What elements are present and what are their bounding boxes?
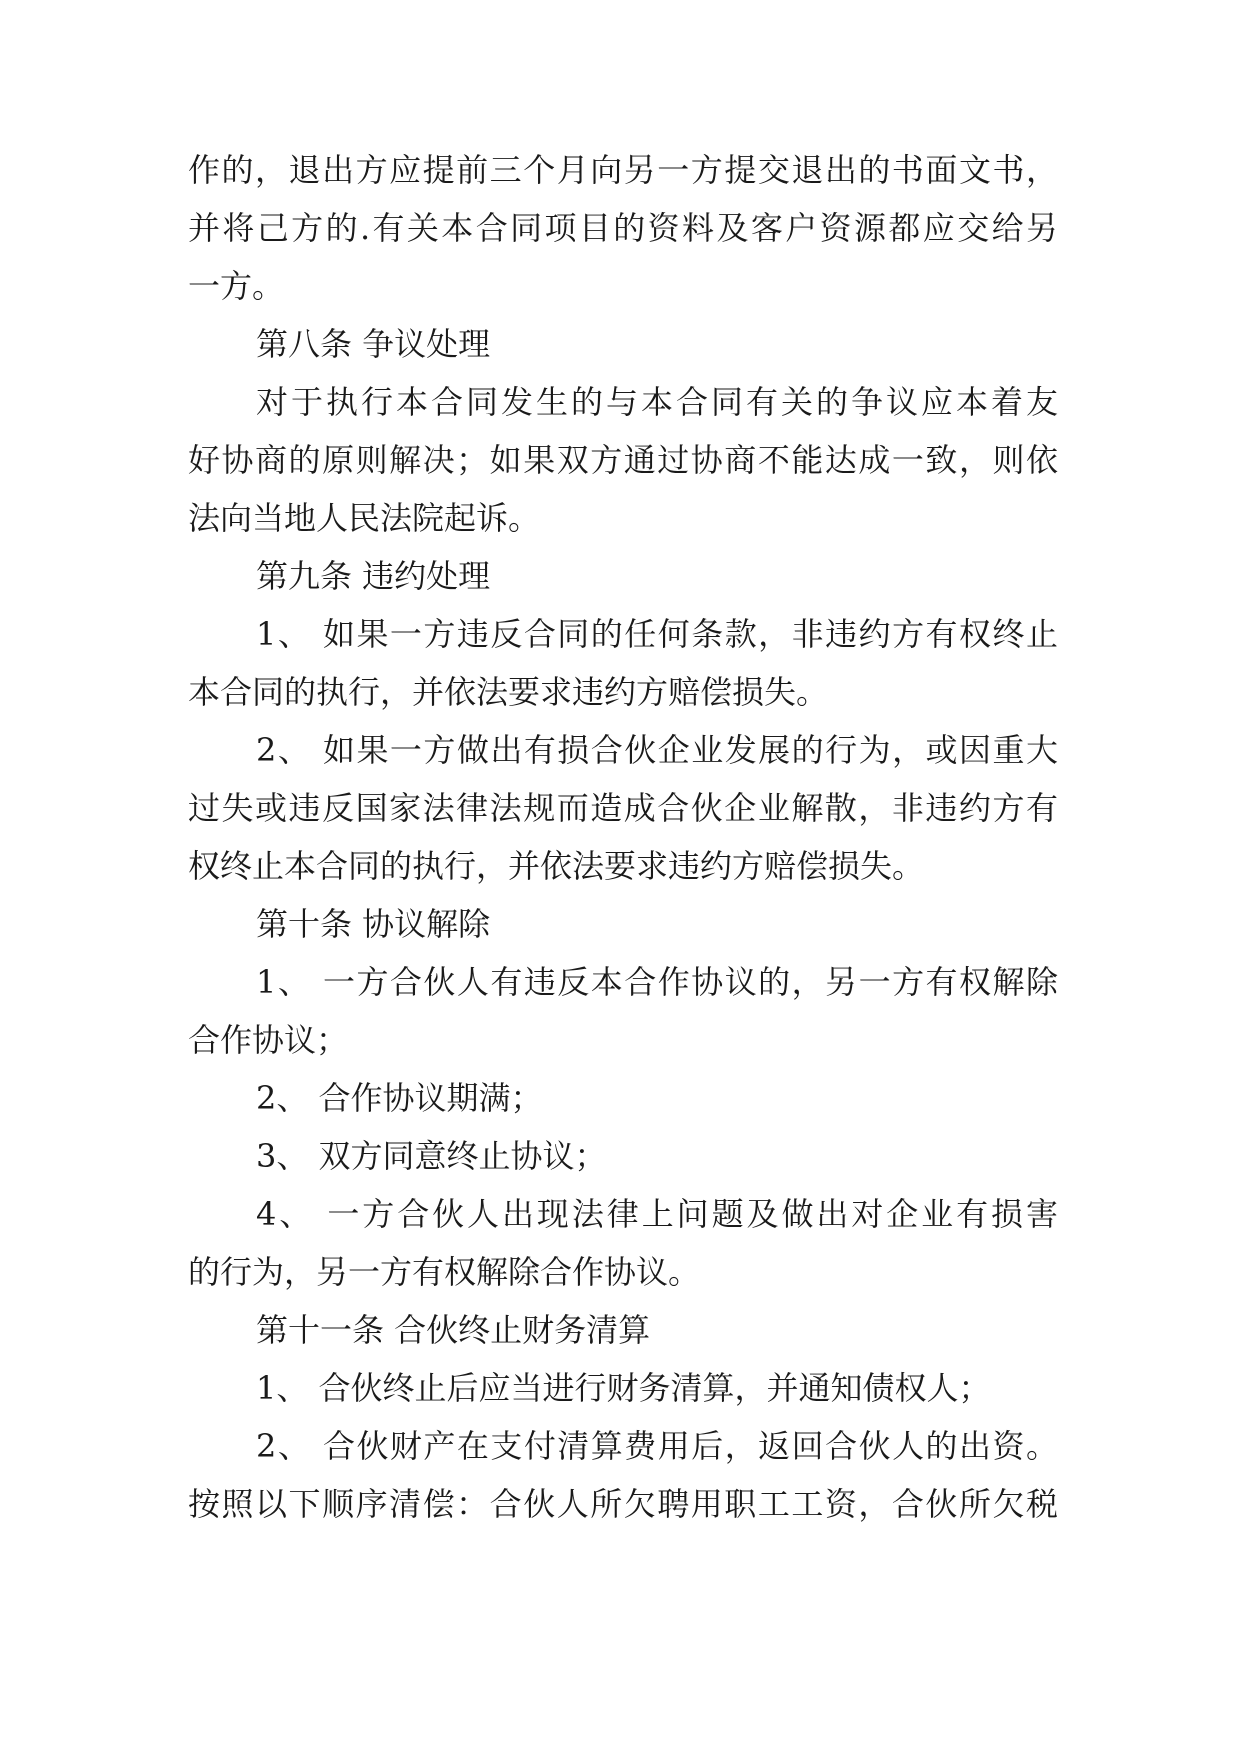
body-text-line: 本合同的执行，并依法要求违约方赔偿损失。 xyxy=(188,673,829,711)
body-text-line: 过失或违反国家法律法规而造成合伙企业解散，非违约方有 xyxy=(188,789,1058,827)
body-text-line: 好协商的原则解决；如果双方通过协商不能达成一致，则依 xyxy=(188,441,1058,479)
section-heading-article-9: 第九条 违约处理 xyxy=(256,557,491,595)
body-text-line: 并将己方的.有关本合同项目的资料及客户资源都应交给另 xyxy=(188,209,1058,247)
body-text-line: 合作协议； xyxy=(188,1021,349,1059)
body-text-line: 一方。 xyxy=(188,267,285,305)
list-item-text: 2、 合伙财产在支付清算费用后，返回合伙人的出资。 xyxy=(256,1427,1058,1465)
section-heading-article-10: 第十条 协议解除 xyxy=(256,905,491,943)
list-item-text: 1、 合伙终止后应当进行财务清算，并通知债权人； xyxy=(256,1369,991,1407)
list-item-text: 2、 如果一方做出有损合伙企业发展的行为，或因重大 xyxy=(256,731,1058,769)
body-text-line: 权终止本合同的执行，并依法要求违约方赔偿损失。 xyxy=(188,847,925,885)
list-item-text: 3、 双方同意终止协议； xyxy=(256,1137,607,1175)
list-item-text: 1、 如果一方违反合同的任何条款，非违约方有权终止 xyxy=(256,615,1058,653)
list-item-text: 1、 一方合伙人有违反本合作协议的，另一方有权解除 xyxy=(256,963,1058,1001)
list-item-text: 4、 一方合伙人出现法律上问题及做出对企业有损害 xyxy=(256,1195,1058,1233)
body-text-line: 按照以下顺序清偿：合伙人所欠聘用职工工资，合伙所欠税 xyxy=(188,1485,1058,1523)
section-heading-article-8: 第八条 争议处理 xyxy=(256,325,491,363)
list-item-text: 2、 合作协议期满； xyxy=(256,1079,543,1117)
body-text-line: 作的，退出方应提前三个月向另一方提交退出的书面文书， xyxy=(188,151,1058,189)
body-text-line: 的行为，另一方有权解除合作协议。 xyxy=(188,1253,701,1291)
body-text-line: 对于执行本合同发生的与本合同有关的争议应本着友 xyxy=(256,383,1058,421)
section-heading-article-11: 第十一条 合伙终止财务清算 xyxy=(256,1311,651,1349)
body-text-line: 法向当地人民法院起诉。 xyxy=(188,499,541,537)
